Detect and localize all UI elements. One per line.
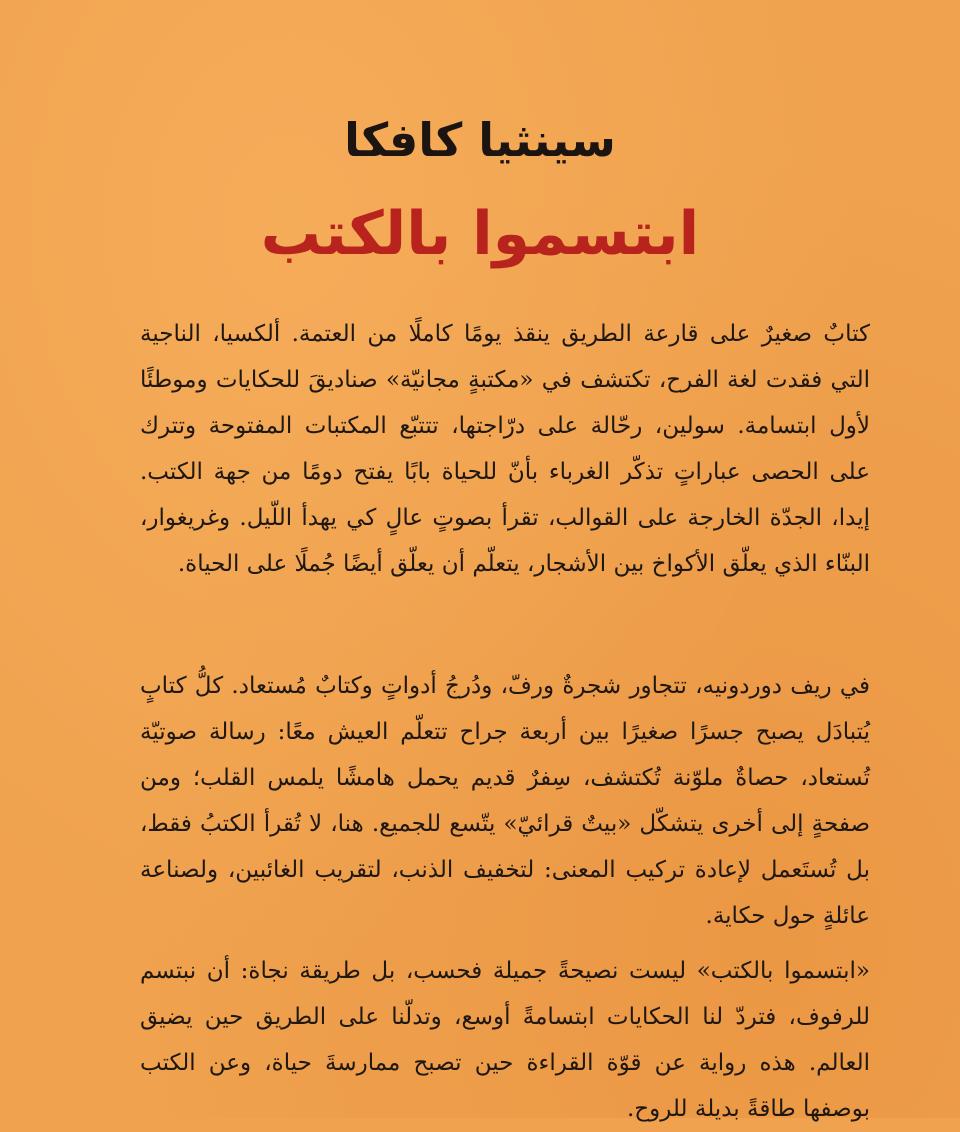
blurb-paragraph-3: «ابتسموا بالكتب» ليست نصيحةً جميلة فحسب، بل طريقة نجاة: أن نبتسم للرفوف، فتردّ لنا الحكايات ابتسامةً أوسع، وتدلّنا على الطريق حين يضيق العالم. هذه رواية عن قوّة القراءة حين تصبح ممارسةَ حياة، وعن الكتب بوصفها طاقةً بديلة للروح. — [140, 958, 870, 1122]
blurb-paragraph-2: في ريف دوردونيه، تتجاور شجرةٌ ورفّ، ودُرجُ أدواتٍ وكتابٌ مُستعاد. كلُّ كتابٍ يُتبادَل يصبح جسرًا صغيرًا بين أربعة جراح تتعلّم العيش معًا: رسالة صوتيّة تُستعاد، حصاةٌ ملوّنة تُكتشف، سِفرٌ قديم يحمل هامشًا يلمس القلب؛ ومن صفحةٍ إلى أخرى يتشكّل «بيتٌ قرائيّ» يتّسع للجميع. هنا، لا تُقرأ الكتبُ فقط، بل تُستَعمل لإعادة تركيب المعنى: لتخفيف الذنب، لتقريب الغائبين، ولصناعة عائلةٍ حول حكاية. — [140, 673, 870, 929]
blurb-paragraph-1: كتابٌ صغيرٌ على قارعة الطريق ينقذ يومًا كاملًا من العتمة. ألكسيا، الناجية التي فقدت لغة الفرح، تكتشف في «مكتبةٍ مجانيّة» صناديقَ للحكايات وموطئًا لأول ابتسامة. سولين، رحّالة على درّاجتها، تتتبّع المكتبات المفتوحة وتترك على الحصى عباراتٍ تذكّر الغرباء بأنّ للحياة بابًا يفتح دومًا من جهة الكتب. إيدا، الجدّة الخارجة على القوالب، تقرأ بصوتٍ عالٍ كي يهدأ اللّيل. وغريغوار، البنّاء الذي يعلّق الأكواخ بين الأشجار، يتعلّم أن يعلّق أيضًا جُملًا على الحياة. — [140, 321, 870, 577]
book-title: ابتسموا بالكتب — [260, 199, 700, 269]
author-name: سينثيا كافكا — [344, 113, 616, 167]
